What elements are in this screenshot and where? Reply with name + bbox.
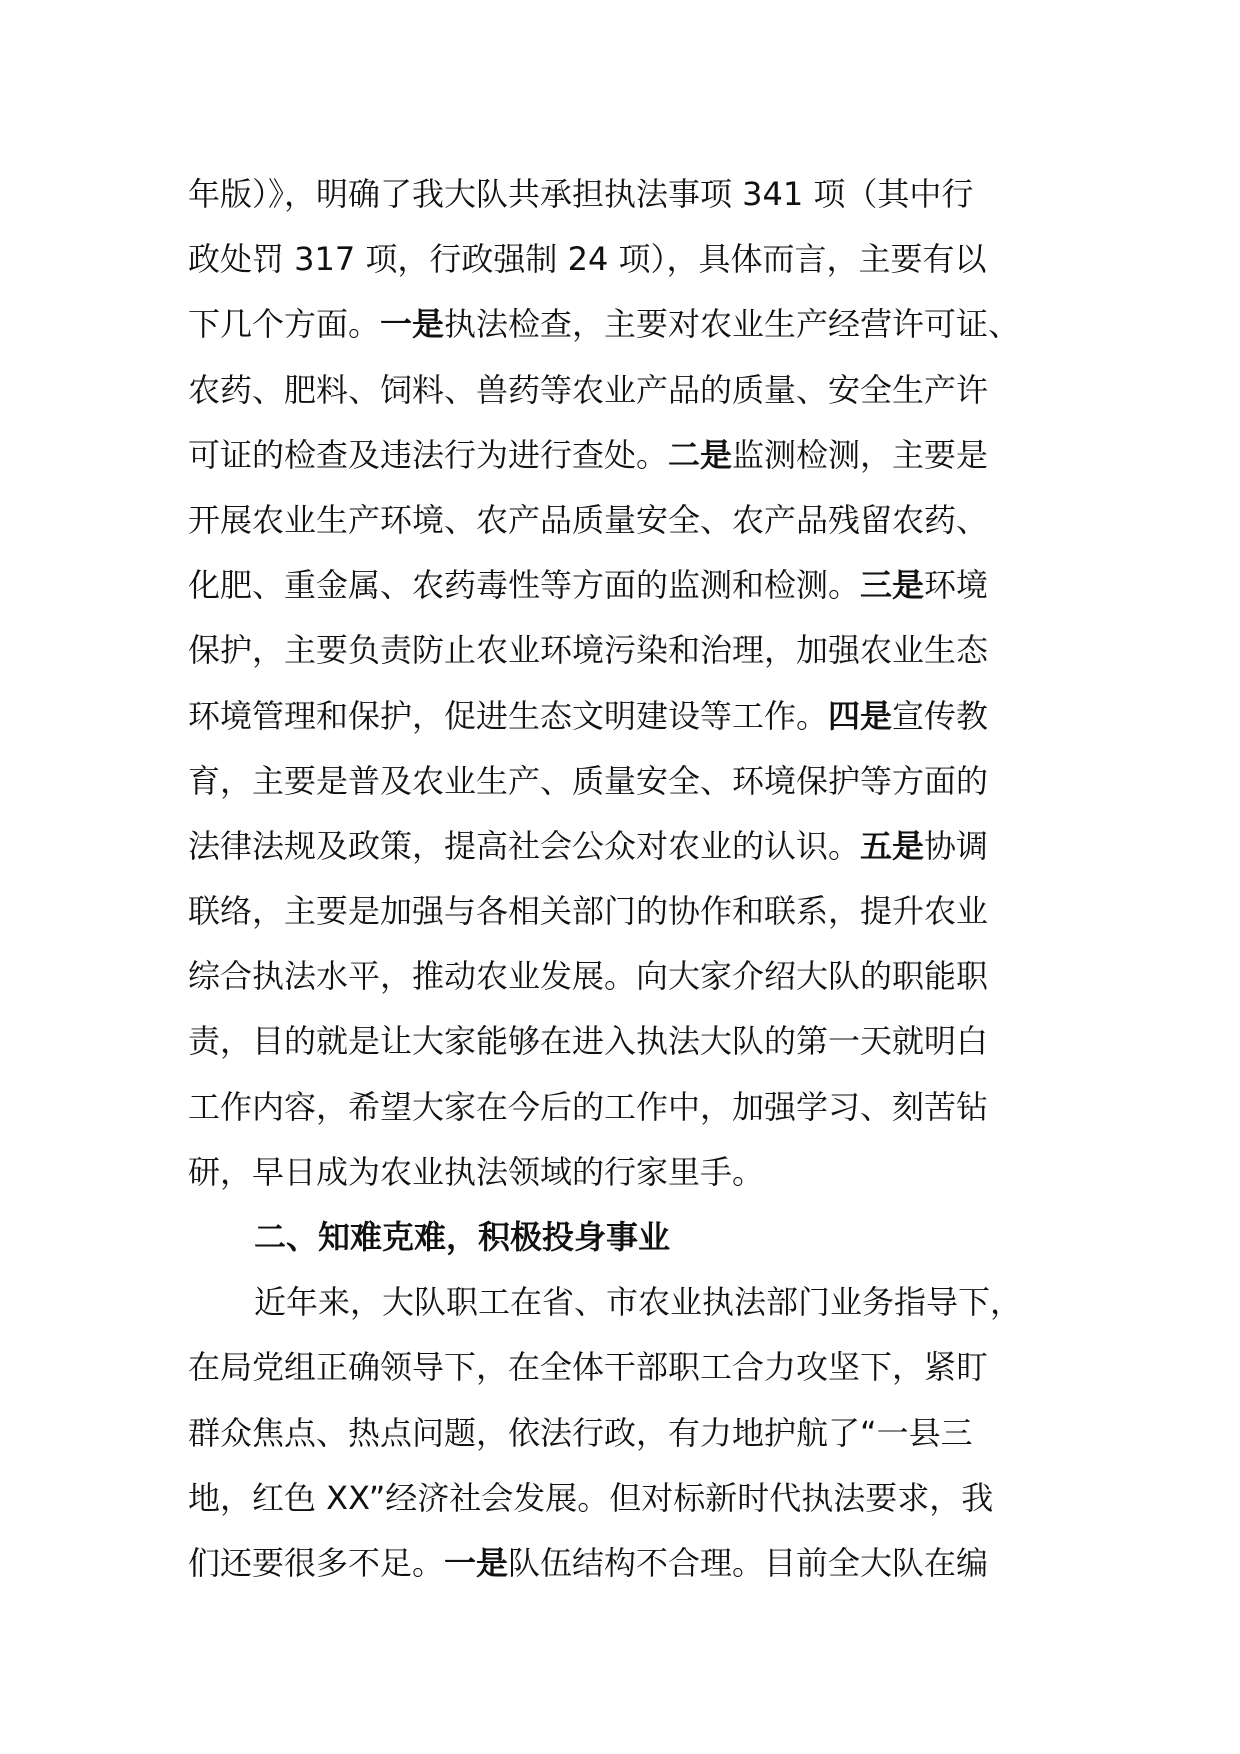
text-line	[188, 749, 1060, 814]
text-segment: 联络，主要是加强与各相关部门的协作和联系，提升农业	[188, 892, 989, 931]
text-line	[188, 488, 1060, 553]
text-segment: 年版）》，明确了我大队共承担执法事项 341 项（其中行	[188, 175, 974, 213]
bold-marker: 二、知难克难，积极投身事业	[254, 1218, 671, 1256]
text-line	[188, 618, 1060, 683]
text-line	[188, 1335, 1060, 1400]
bold-marker: 一是	[380, 305, 445, 344]
text-segment: 综合执法水平，推动农业发展。向大家介绍大队的职能职	[188, 957, 989, 996]
bold-marker: 五是	[860, 826, 925, 865]
text-line	[188, 292, 1060, 357]
text-segment: 执法检查，主要对农业生产经营许可证、	[444, 305, 1021, 344]
text-segment: 地，红色 XX”经济社会发展。但对标新时代执法要求，我	[188, 1478, 994, 1517]
text-segment: 农药、肥料、饲料、兽药等农业产品的质量、安全生产许	[188, 370, 989, 409]
text-segment: 们还要很多不足。	[188, 1543, 445, 1582]
text-segment: 近年来，大队职工在省、市农业执法部门业务指导下，	[254, 1283, 1023, 1322]
text-segment: 群众焦点、热点问题，依法行政，有力地护航了“一县三	[188, 1413, 973, 1452]
text-segment: 队伍结构不合理。目前全大队在编	[508, 1543, 989, 1582]
text-line	[188, 879, 1060, 944]
bold-marker: 四是	[828, 696, 893, 735]
text-line	[188, 1531, 1060, 1596]
text-line	[188, 944, 1060, 1009]
text-segment: 在局党组正确领导下，在全体干部职工合力攻坚下，紧盯	[188, 1348, 989, 1387]
text-segment: 可证的检查及违法行为进行查处。	[188, 435, 669, 474]
bold-marker: 二是	[668, 435, 733, 474]
text-segment: 环境管理和保护，促进生态文明建设等工作。	[188, 696, 829, 735]
bold-marker: 一是	[444, 1543, 509, 1582]
text-segment: 宣传教	[892, 696, 989, 735]
text-line	[188, 684, 1060, 749]
bold-marker: 三是	[860, 566, 925, 605]
text-segment: 开展农业生产环境、农产品质量安全、农产品残留农药、	[188, 500, 989, 539]
text-segment: 保护，主要负责防止农业环境污染和治理，加强农业生态	[188, 631, 989, 670]
text-segment: 监测检测，主要是	[732, 435, 989, 474]
document-body	[188, 162, 1060, 1596]
text-line	[188, 814, 1060, 879]
text-line	[188, 1466, 1060, 1531]
text-line	[188, 553, 1060, 618]
section-heading	[188, 1205, 1060, 1270]
text-line	[188, 358, 1060, 423]
text-segment: 化肥、重金属、农药毒性等方面的监测和检测。	[188, 566, 861, 605]
text-line	[188, 1140, 1060, 1205]
text-line	[188, 162, 1060, 227]
document-page	[188, 162, 1060, 1596]
text-line	[188, 1401, 1060, 1466]
text-line	[188, 1075, 1060, 1140]
text-segment: 责，目的就是让大家能够在进入执法大队的第一天就明白	[188, 1022, 989, 1061]
text-line	[188, 423, 1060, 488]
text-segment: 育，主要是普及农业生产、质量安全、环境保护等方面的	[188, 761, 989, 800]
text-segment: 法律法规及政策，提高社会公众对农业的认识。	[188, 826, 861, 865]
text-segment: 研，早日成为农业执法领域的行家里手。	[188, 1152, 765, 1191]
text-segment: 工作内容，希望大家在今后的工作中，加强学习、刻苦钻	[188, 1087, 989, 1126]
text-line	[188, 1270, 1060, 1335]
text-line	[188, 1009, 1060, 1074]
text-segment: 环境	[924, 566, 989, 605]
text-segment: 政处罚 317 项，行政强制 24 项），具体而言，主要有以	[188, 240, 987, 279]
text-segment: 协调	[924, 826, 989, 865]
text-line	[188, 227, 1060, 292]
text-segment: 下几个方面。	[188, 305, 381, 344]
